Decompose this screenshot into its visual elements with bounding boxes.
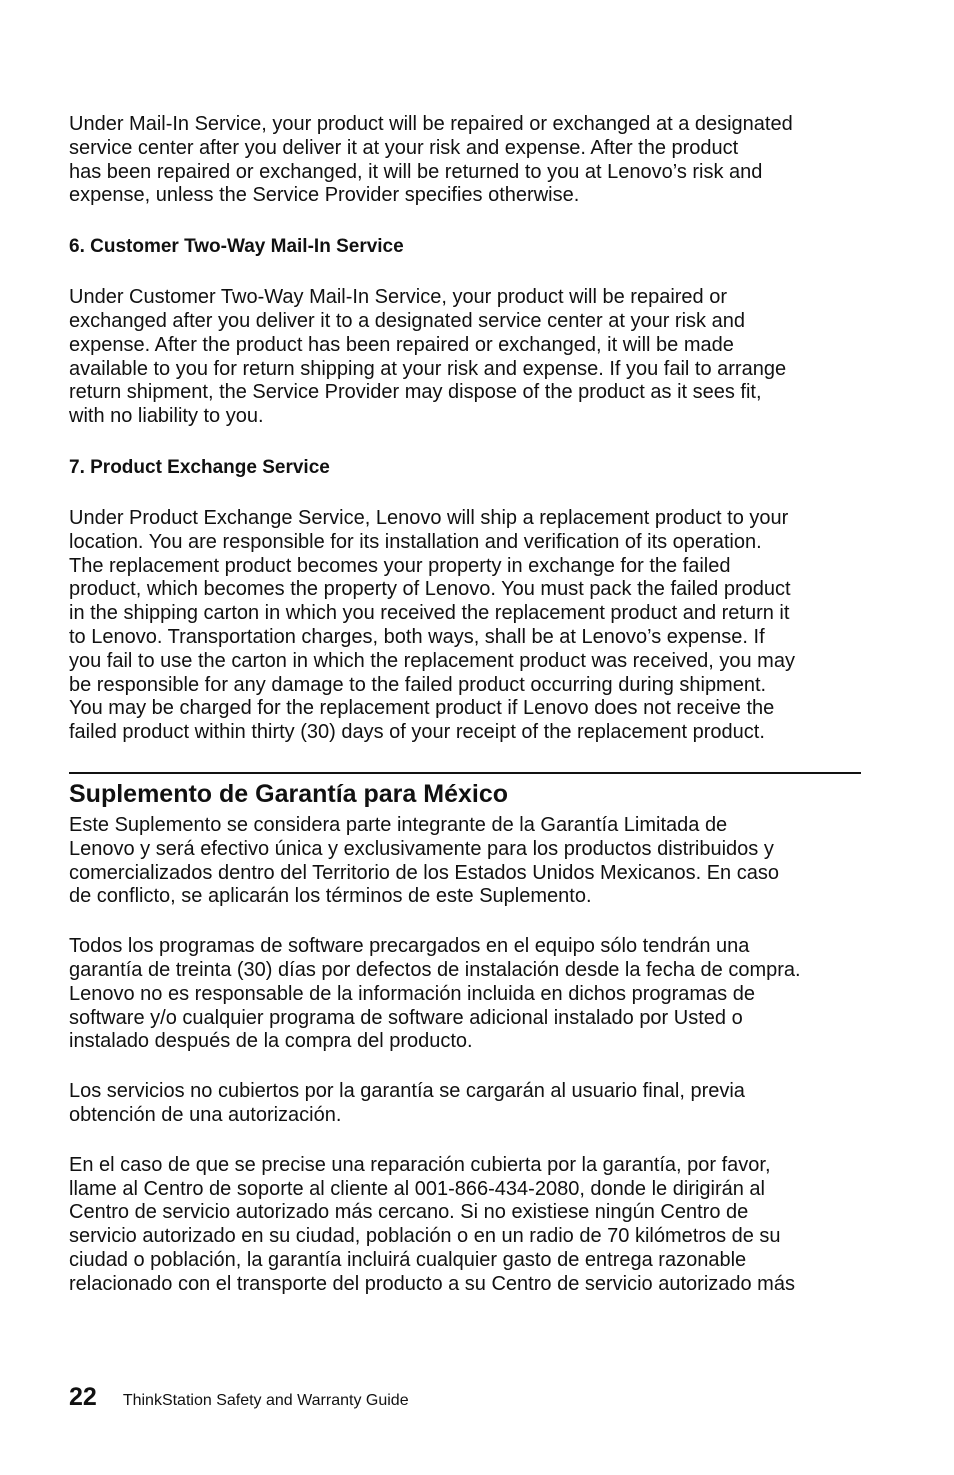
text-line: software y/o cualquier programa de software adicional instalado por Usted o <box>69 1006 743 1029</box>
section-title: Suplemento de Garantía para México <box>69 779 509 808</box>
text-line: En el caso de que se precise una reparación cubierta por la garantía, por favor, <box>69 1153 771 1176</box>
text-line: product, which becomes the property of Lenovo. You must pack the failed product <box>69 578 791 601</box>
text-line: Under Mail-In Service, your product will be repaired or exchanged at a designated <box>69 113 793 135</box>
page-content <box>69 113 864 1296</box>
text-line: available to you for return shipping at your risk and expense. If you fail to arrange <box>69 357 787 380</box>
text-line: Under Product Exchange Service, Lenovo will ship a replacement product to your <box>69 506 789 529</box>
text-line: relacionado con el transporte del producto a su Centro de servicio autorizado más <box>69 1272 795 1295</box>
text-line: Lenovo y será efectivo única y exclusivamente para los productos distribuidos y <box>69 837 774 860</box>
text-line: The replacement product becomes your property in exchange for the failed <box>69 554 731 577</box>
text-line: garantía de treinta (30) días por defectos de instalación desde la fecha de compra. <box>69 958 801 981</box>
text-line: Los servicios no cubiertos por la garantía se cargarán al usuario final, previa <box>69 1080 745 1103</box>
text-line: obtención de una autorización. <box>69 1103 342 1126</box>
exchange-paragraph <box>69 507 864 745</box>
text-line: You may be charged for the replacement product if Lenovo does not receive the <box>69 697 775 720</box>
text-line: be responsible for any damage to the failed product occurring during shipment. <box>69 673 767 696</box>
text-line: with no liability to you. <box>69 405 264 428</box>
mexico-paragraph-3 <box>69 1080 864 1128</box>
text-line: servicio autorizado en su ciudad, población o en un radio de 70 kilómetros de su <box>69 1225 781 1248</box>
exchange-heading: 7. Product Exchange Service <box>69 456 330 478</box>
text-line: you fail to use the carton in which the replacement product was received, you may <box>69 649 795 672</box>
page-footer <box>69 1383 409 1412</box>
text-line: comercializados dentro del Territorio de los Estados Unidos Mexicanos. En caso <box>69 861 779 884</box>
text-line: Este Suplemento se considera parte integrante de la Garantía Limitada de <box>69 813 728 836</box>
text-line: llame al Centro de soporte al cliente al 001-866-434-2080, donde le dirigirán al <box>69 1177 765 1200</box>
guide-title: ThinkStation Safety and Warranty Guide <box>122 1392 409 1409</box>
text-line: instalado después de la compra del producto. <box>69 1030 473 1053</box>
two-way-heading: 6. Customer Two-Way Mail-In Service <box>69 236 404 258</box>
text-line: service center after you deliver it at your risk and expense. After the product <box>69 136 739 159</box>
text-line: exchanged after you deliver it to a designated service center at your risk and <box>69 309 745 332</box>
text-line: location. You are responsible for its installation and verification of its operation. <box>69 530 762 553</box>
text-line: ciudad o población, la garantía incluirá cualquier gasto de entrega razonable <box>69 1248 747 1271</box>
mail-in-paragraph <box>69 113 864 208</box>
text-line: expense. After the product has been repaired or exchanged, it will be made <box>69 333 734 356</box>
text-line: Under Customer Two-Way Mail-In Service, your product will be repaired or <box>69 286 728 309</box>
text-line: return shipment, the Service Provider may dispose of the product as it sees fit, <box>69 381 762 404</box>
text-line: to Lenovo. Transportation charges, both ways, shall be at Lenovo’s expense. If <box>69 625 765 648</box>
page-number: 22 <box>69 1383 97 1411</box>
text-line: has been repaired or exchanged, it will be returned to you at Lenovo’s risk and <box>69 160 763 183</box>
text-line: de conflicto, se aplicarán los términos de este Suplemento. <box>69 885 592 908</box>
mexico-paragraph-2 <box>69 935 864 1054</box>
text-line: in the shipping carton in which you received the replacement product and return it <box>69 602 790 625</box>
two-way-paragraph <box>69 286 864 429</box>
text-line: expense, unless the Service Provider specifies otherwise. <box>69 184 580 207</box>
text-line: Todos los programas de software precargados en el equipo sólo tendrán una <box>69 935 750 958</box>
text-line: Lenovo no es responsable de la información incluida en dichos programas de <box>69 982 755 1005</box>
text-line: failed product within thirty (30) days of your receipt of the replacement product. <box>69 721 765 744</box>
mexico-paragraph-4 <box>69 1154 864 1297</box>
text-line: Centro de servicio autorizado más cercano. Si no existiese ningún Centro de <box>69 1201 749 1224</box>
mexico-paragraph-1 <box>69 814 864 909</box>
